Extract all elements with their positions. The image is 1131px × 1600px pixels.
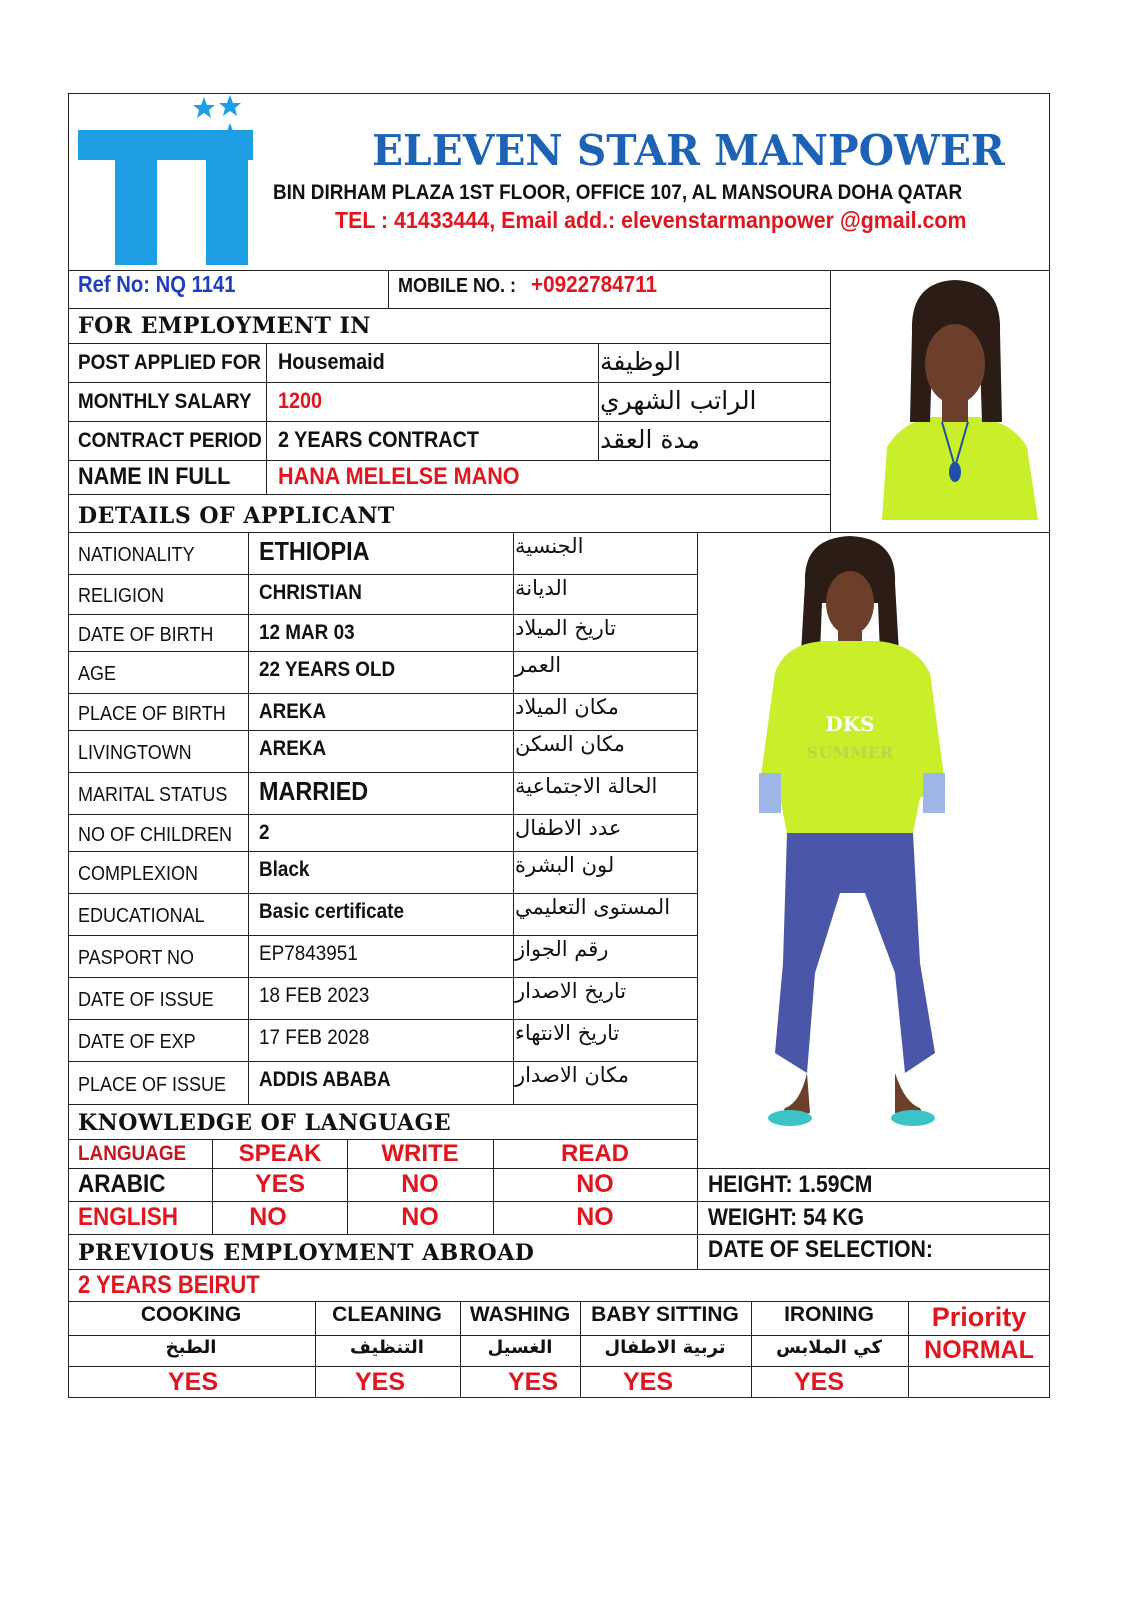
divider xyxy=(68,1104,697,1105)
divider xyxy=(68,614,697,615)
divider xyxy=(68,1234,1050,1235)
employment-value: 1200 xyxy=(278,388,323,413)
language-heading: KNOWLEDGE OF LANGUAGE xyxy=(78,1110,452,1136)
skill-value: YES xyxy=(507,1368,559,1396)
weight-value: WEIGHT: 54 KG xyxy=(708,1204,865,1231)
mobile-value: +0922784711 xyxy=(531,271,658,297)
detail-label: LIVINGTOWN xyxy=(78,742,192,764)
divider xyxy=(68,1061,697,1062)
company-name: ELEVEN STAR MANPOWER xyxy=(372,126,1005,175)
employment-arabic: الراتب الشهري xyxy=(600,386,757,415)
language-speak: NO xyxy=(249,1203,287,1231)
employment-arabic: مدة العقد xyxy=(600,425,700,454)
divider xyxy=(315,1301,316,1398)
name-label: NAME IN FULL xyxy=(78,463,231,490)
detail-label: RELIGION xyxy=(78,585,165,607)
skill-name: BABY SITTING xyxy=(591,1303,739,1326)
language-name: ENGLISH xyxy=(78,1203,179,1231)
divider xyxy=(68,494,830,495)
language-col-speak: SPEAK xyxy=(238,1140,322,1167)
detail-label: EDUCATIONAL xyxy=(78,905,205,927)
divider xyxy=(266,343,267,494)
hoodie-text-summer: SUMMER xyxy=(806,743,894,762)
detail-value: AREKA xyxy=(259,700,327,723)
detail-arabic: العمر xyxy=(515,653,562,677)
applicant-portrait-photo xyxy=(862,272,1048,520)
skill-arabic: كي الملابس xyxy=(776,1337,882,1358)
employment-heading: FOR EMPLOYMENT IN xyxy=(78,313,371,339)
previous-employment-heading: PREVIOUS EMPLOYMENT ABROAD xyxy=(78,1240,535,1266)
employment-value: Housemaid xyxy=(278,349,385,374)
detail-value: AREKA xyxy=(259,737,327,760)
detail-label: DATE OF EXP xyxy=(78,1031,196,1053)
detail-arabic: مكان الاصدار xyxy=(515,1063,629,1087)
divider xyxy=(68,772,697,773)
details-heading: DETAILS OF APPLICANT xyxy=(78,503,395,529)
skill-value: YES xyxy=(622,1368,674,1396)
company-logo xyxy=(78,95,253,267)
detail-label: COMPLEXION xyxy=(78,863,199,885)
divider xyxy=(388,270,389,308)
divider xyxy=(493,1139,494,1234)
detail-value: 22 YEARS OLD xyxy=(259,658,396,681)
divider xyxy=(68,935,697,936)
employment-label: MONTHLY SALARY xyxy=(78,390,252,413)
detail-value: 18 FEB 2023 xyxy=(259,984,370,1007)
divider xyxy=(68,1301,1050,1302)
detail-arabic: عدد الاطفال xyxy=(515,816,622,840)
divider xyxy=(830,270,831,532)
detail-label: PASPORT NO xyxy=(78,947,195,969)
company-address: BIN DIRHAM PLAZA 1ST FLOOR, OFFICE 107, AL MANSOURA DOHA QATAR xyxy=(273,181,963,204)
detail-value: Basic certificate xyxy=(259,900,404,923)
employment-label: CONTRACT PERIOD xyxy=(78,429,262,452)
skill-value: YES xyxy=(167,1368,219,1396)
skill-name: IRONING xyxy=(784,1303,874,1326)
divider xyxy=(68,893,697,894)
ref-number: Ref No: NQ 1141 xyxy=(78,271,236,297)
divider xyxy=(68,1168,1050,1169)
language-col-language: LANGUAGE xyxy=(78,1142,187,1165)
skill-arabic: الغسيل xyxy=(487,1337,553,1358)
divider xyxy=(68,1201,1050,1202)
divider xyxy=(68,1019,697,1020)
detail-label: DATE OF BIRTH xyxy=(78,624,214,646)
detail-label: DATE OF ISSUE xyxy=(78,989,214,1011)
divider xyxy=(68,651,697,652)
detail-label: NO OF CHILDREN xyxy=(78,824,233,846)
detail-arabic: تاريخ الميلاد xyxy=(515,616,617,640)
detail-value: 12 MAR 03 xyxy=(259,621,355,644)
company-contact: TEL : 41433444, Email add.: elevenstarmanpower @gmail.com xyxy=(335,207,967,233)
detail-arabic: مكان الميلاد xyxy=(515,695,619,719)
date-of-selection: DATE OF SELECTION: xyxy=(708,1236,933,1263)
language-read: NO xyxy=(576,1203,614,1231)
divider xyxy=(68,814,697,815)
detail-arabic: الديانة xyxy=(515,576,568,600)
previous-employment-value: 2 YEARS BEIRUT xyxy=(78,1271,260,1299)
skill-arabic: الطبخ xyxy=(165,1337,217,1358)
skill-value: YES xyxy=(793,1368,845,1396)
detail-value: Black xyxy=(259,858,310,881)
full-name: HANA MELELSE MANO xyxy=(278,463,520,490)
detail-label: NATIONALITY xyxy=(78,544,195,566)
divider xyxy=(68,851,697,852)
divider xyxy=(68,1335,1050,1336)
divider xyxy=(68,460,830,461)
applicant-full-body-photo xyxy=(745,533,955,1153)
detail-label: PLACE OF BIRTH xyxy=(78,703,226,725)
language-name: ARABIC xyxy=(78,1170,166,1198)
skill-arabic: تربية الاطفال xyxy=(604,1337,726,1358)
language-speak: YES xyxy=(254,1170,306,1198)
divider xyxy=(697,532,698,1269)
divider xyxy=(68,1366,1050,1367)
skill-name: COOKING xyxy=(140,1303,242,1326)
divider xyxy=(68,693,697,694)
mobile-label: MOBILE NO. : xyxy=(398,275,516,297)
divider xyxy=(908,1301,909,1398)
divider xyxy=(68,977,697,978)
language-read: NO xyxy=(576,1170,614,1198)
detail-label: AGE xyxy=(78,663,117,685)
divider xyxy=(68,730,697,731)
skill-value: YES xyxy=(354,1368,406,1396)
skill-name: WASHING xyxy=(469,1303,571,1326)
divider xyxy=(68,308,830,309)
detail-value: CHRISTIAN xyxy=(259,581,362,604)
detail-arabic: تاريخ الاصدار xyxy=(515,979,627,1003)
divider xyxy=(460,1301,461,1398)
detail-value: 2 xyxy=(259,821,270,844)
detail-label: PLACE OF ISSUE xyxy=(78,1074,227,1096)
detail-arabic: الحالة الاجتماعية xyxy=(515,774,658,798)
detail-arabic: مكان السكن xyxy=(515,732,625,756)
detail-arabic: رقم الجواز xyxy=(515,937,609,961)
detail-arabic: الجنسية xyxy=(515,534,584,558)
language-col-write: WRITE xyxy=(381,1140,459,1167)
divider xyxy=(68,574,697,575)
divider xyxy=(598,343,599,460)
divider xyxy=(68,343,830,344)
divider xyxy=(212,1139,213,1234)
divider xyxy=(68,1269,1050,1270)
detail-value: EP7843951 xyxy=(259,942,358,965)
divider xyxy=(751,1301,752,1398)
priority-value: NORMAL xyxy=(924,1336,1034,1364)
detail-arabic: لون البشرة xyxy=(515,853,615,877)
skill-arabic: التنظيف xyxy=(350,1337,424,1358)
hoodie-text-dks: DKS xyxy=(825,712,875,736)
language-write: NO xyxy=(401,1203,439,1231)
detail-value: ADDIS ABABA xyxy=(259,1068,391,1091)
height-value: HEIGHT: 1.59CM xyxy=(708,1171,873,1198)
divider xyxy=(68,382,830,383)
employment-label: POST APPLIED FOR xyxy=(78,351,262,374)
employment-arabic: الوظيفة xyxy=(600,347,681,376)
detail-arabic: المستوى التعليمي xyxy=(515,895,671,919)
detail-arabic: تاريخ الانتهاء xyxy=(515,1021,620,1045)
divider xyxy=(68,421,830,422)
employment-value: 2 YEARS CONTRACT xyxy=(278,427,479,452)
divider xyxy=(347,1139,348,1234)
divider xyxy=(580,1301,581,1398)
language-write: NO xyxy=(401,1170,439,1198)
detail-value: MARRIED xyxy=(259,776,369,806)
language-col-read: READ xyxy=(560,1140,630,1167)
eleven-logo-icon xyxy=(78,95,253,267)
detail-label: MARITAL STATUS xyxy=(78,784,228,806)
priority-label: Priority xyxy=(931,1302,1027,1332)
detail-value: 17 FEB 2028 xyxy=(259,1026,370,1049)
skill-name: CLEANING xyxy=(332,1303,442,1326)
detail-value: ETHIOPIA xyxy=(259,536,370,566)
